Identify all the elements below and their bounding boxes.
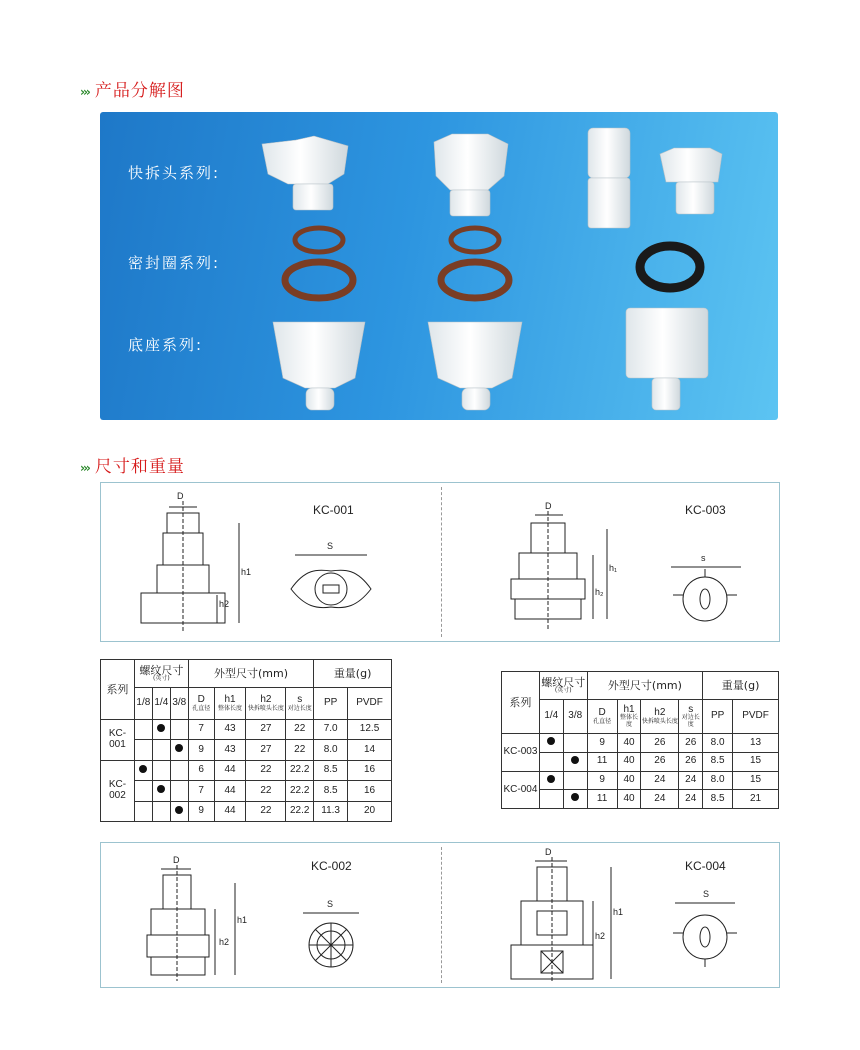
spec-table-kc001-kc002 <box>100 659 392 822</box>
header-weight: 重量(g) <box>314 660 392 688</box>
kc002-s-label: S <box>327 899 334 909</box>
kc002-h2-label: h2 <box>219 937 230 947</box>
kc004-top-view <box>673 889 737 967</box>
kc003-h2-label: h₂ <box>595 587 604 597</box>
seal-rings-2 <box>441 228 509 298</box>
kc001-s-label: S <box>327 541 334 551</box>
row-label-seal: 密封圈系列: <box>128 254 221 272</box>
group-label-kc001: KC-001 <box>101 720 135 761</box>
header-h2: h2 快拆喷头长度 <box>641 700 679 734</box>
table-row: KC-001 7 43 27 22 7.0 12.5 <box>101 720 392 740</box>
technical-drawings-top <box>101 483 779 641</box>
quick-head-part-3 <box>588 128 630 228</box>
header-thread: 螺纹尺寸 (英寸) <box>134 660 188 688</box>
header-series: 系列 <box>502 672 540 734</box>
kc001-d-label: D <box>177 491 184 501</box>
table-row: 11 40 24 24 8.5 21 <box>502 790 779 809</box>
row-label-base: 底座系列: <box>128 336 204 354</box>
table-row: 7 44 22 22.2 8.5 16 <box>101 781 392 801</box>
header-weight: 重量(g) <box>703 672 779 700</box>
header-series: 系列 <box>101 660 135 720</box>
row-label-quick-head: 快拆头系列: <box>128 164 221 182</box>
spec-table-kc003-kc004 <box>501 671 779 809</box>
header-pp: PP <box>314 688 348 720</box>
header-thread-38: 3/8 <box>563 700 587 734</box>
arrows-icon: ››› <box>80 461 89 475</box>
header-thread-14: 1/4 <box>152 688 170 720</box>
arrows-icon: ››› <box>80 85 89 99</box>
kc004-h2-label: h2 <box>595 931 606 941</box>
group-label-kc004: KC-004 <box>502 771 540 809</box>
dot-icon <box>547 775 555 783</box>
header-pvdf: PVDF <box>348 688 392 720</box>
dot-icon <box>139 765 147 773</box>
kc001-h2-label: h2 <box>219 599 230 609</box>
section-title-text: 产品分解图 <box>94 81 185 101</box>
quick-head-part-4 <box>660 148 722 214</box>
dot-icon <box>175 806 183 814</box>
table-row: 9 44 22 22.2 11.3 20 <box>101 801 392 821</box>
drawing-panel-bottom <box>100 842 780 988</box>
header-h1: h1 整体长度 <box>214 688 246 720</box>
seal-rings-1 <box>285 228 353 298</box>
header-h2: h2 快拆喷头长度 <box>246 688 286 720</box>
base-part-3 <box>626 308 708 410</box>
model-label-kc001: KC-001 <box>313 503 354 517</box>
table-row: KC-004 9 40 24 24 8.0 15 <box>502 771 779 790</box>
header-thread-38: 3/8 <box>170 688 188 720</box>
quick-head-part-2 <box>434 134 508 216</box>
kc003-h1-label: h₁ <box>609 563 618 573</box>
header-dims: 外型尺寸(mm) <box>587 672 702 700</box>
header-thread: 螺纹尺寸 (英寸) <box>539 672 587 700</box>
kc002-h1-label: h1 <box>237 915 248 925</box>
kc003-side-view <box>511 501 617 629</box>
model-label-kc002: KC-002 <box>311 859 352 873</box>
kc002-d-label: D <box>173 855 180 865</box>
drawing-panel-top <box>100 482 780 642</box>
kc004-s-label: S <box>703 889 710 899</box>
dot-icon <box>157 785 165 793</box>
kc002-side-view <box>147 855 247 981</box>
header-s: s 对边长度 <box>286 688 314 720</box>
section-title-text: 尺寸和重量 <box>94 457 185 477</box>
exploded-view-photo <box>100 112 778 420</box>
header-pp: PP <box>703 700 733 734</box>
dot-icon <box>175 744 183 752</box>
group-label-kc002: KC-002 <box>101 760 135 821</box>
dot-icon <box>571 793 579 801</box>
table-row: 11 40 26 26 8.5 15 <box>502 752 779 771</box>
table-row: 9 43 27 22 8.0 14 <box>101 740 392 760</box>
header-pvdf: PVDF <box>733 700 779 734</box>
technical-drawings-bottom <box>101 843 779 987</box>
table-row: KC-002 6 44 22 22.2 8.5 16 <box>101 760 392 780</box>
dot-icon <box>547 737 555 745</box>
header-h1: h1 整体长度 <box>617 700 641 734</box>
parts-illustration <box>100 112 778 420</box>
header-d: D 孔直径 <box>188 688 214 720</box>
header-thread-18: 1/8 <box>134 688 152 720</box>
base-part-2 <box>428 322 522 410</box>
model-label-kc004: KC-004 <box>685 859 726 873</box>
dot-icon <box>157 724 165 732</box>
model-label-kc003: KC-003 <box>685 503 726 517</box>
kc003-top-view <box>671 553 741 621</box>
header-d: D 孔直径 <box>587 700 617 734</box>
header-s: s 对边长度 <box>679 700 703 734</box>
section-title-exploded-view <box>80 76 185 101</box>
group-label-kc003: KC-003 <box>502 734 540 772</box>
kc002-top-view <box>303 899 359 967</box>
kc001-side-view <box>141 491 251 631</box>
kc004-d-label: D <box>545 847 552 857</box>
kc001-top-view <box>291 541 371 608</box>
seal-ring-3 <box>640 246 700 288</box>
kc001-h1-label: h1 <box>241 567 252 577</box>
dot-icon <box>571 756 579 764</box>
quick-head-part-1 <box>262 136 348 210</box>
section-title-dimensions <box>80 452 185 477</box>
kc003-d-label: D <box>545 501 552 511</box>
header-thread-14: 1/4 <box>539 700 563 734</box>
header-dims: 外型尺寸(mm) <box>188 660 313 688</box>
table-row: KC-003 9 40 26 26 8.0 13 <box>502 734 779 753</box>
kc003-s-label: s <box>701 553 706 563</box>
kc004-side-view <box>511 847 623 983</box>
kc004-h1-label: h1 <box>613 907 624 917</box>
base-part-1 <box>273 322 365 410</box>
